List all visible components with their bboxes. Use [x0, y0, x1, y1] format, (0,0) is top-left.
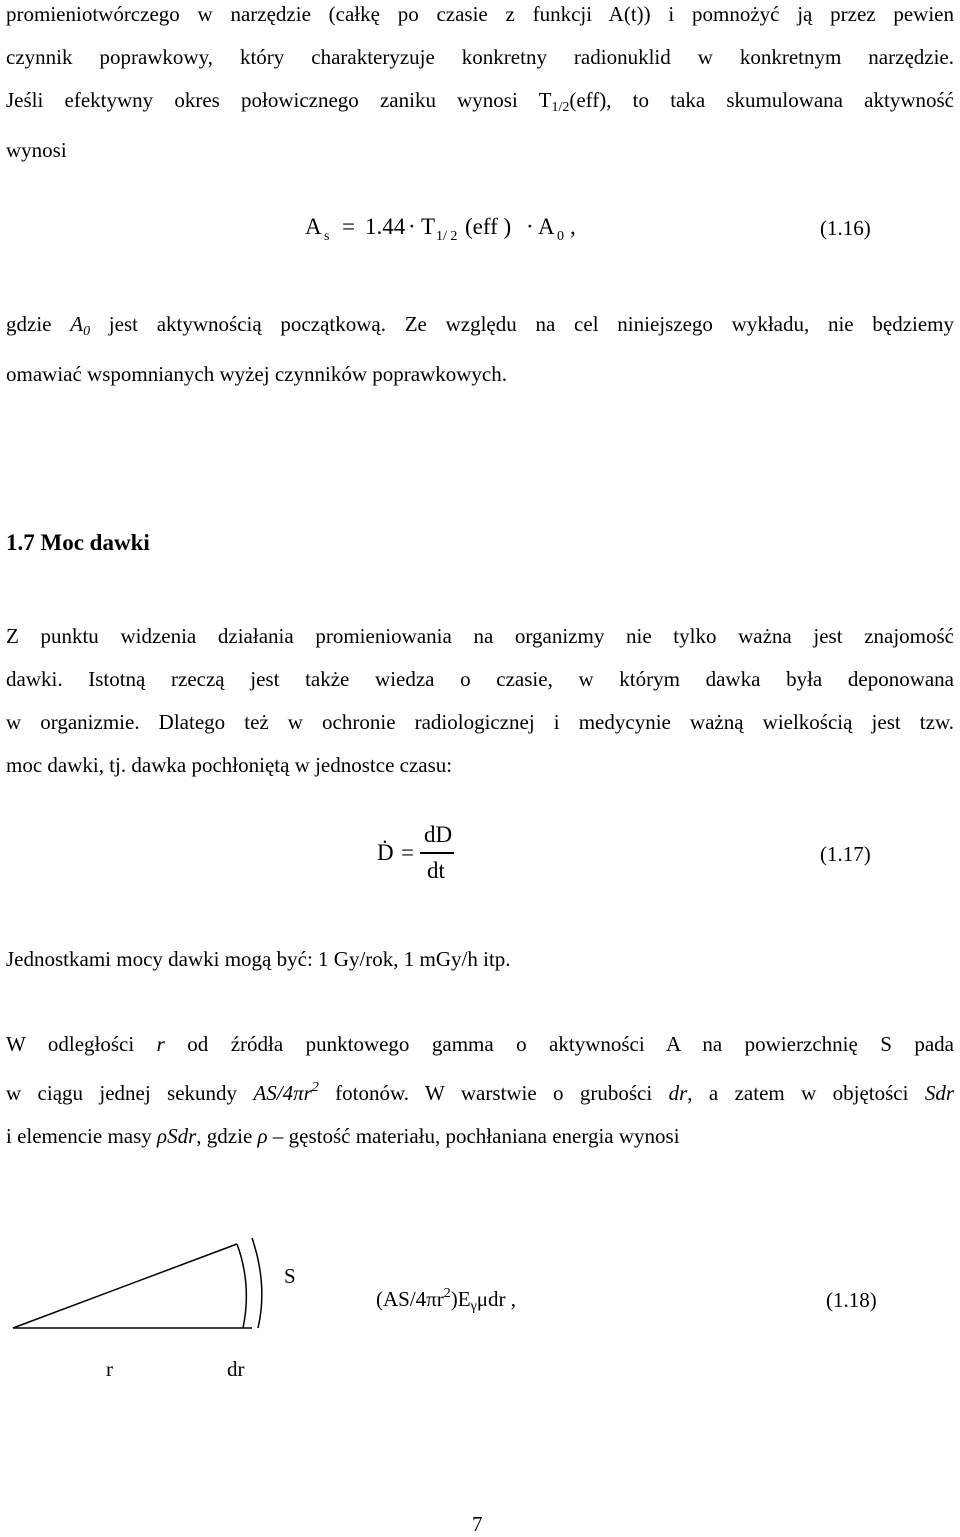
subscript: 0: [83, 324, 91, 339]
eq-equals: =: [401, 840, 414, 865]
text-line: wynosi: [6, 138, 67, 162]
equation-1-18: [376, 1286, 516, 1315]
text-span: W odległości: [6, 1032, 157, 1056]
section-heading: 1.7 Moc dawki: [6, 530, 150, 555]
eq-symbol: A: [538, 214, 555, 239]
text-line: [6, 1115, 954, 1158]
text-span: gdzie: [6, 312, 71, 336]
equation-number: (1.16): [820, 216, 871, 240]
figure-label-s: S: [284, 1264, 296, 1288]
text-span: od źródła punktowego gamma o aktywności A na powierzchnię S pada: [164, 1032, 954, 1056]
eq-text: (AS/4πr: [376, 1287, 444, 1311]
text-line: [6, 1023, 954, 1066]
eq-numerator: dD: [424, 822, 453, 847]
outer-arc: [252, 1238, 262, 1328]
symbol: r: [156, 1032, 165, 1056]
text-span: – gęstość materiału, pochłaniana energia wynosi: [267, 1124, 680, 1148]
eq-text: )E: [450, 1287, 471, 1311]
formula: ρSdr: [157, 1124, 197, 1148]
eq-symbol: A: [305, 214, 322, 239]
paragraph-gamma: [6, 1023, 954, 1158]
page-number: 7: [472, 1512, 483, 1536]
text-span: , a zatem w objętości: [687, 1081, 925, 1105]
inner-arc: [237, 1244, 246, 1328]
equation-number: (1.18): [826, 1288, 877, 1312]
eq-denominator: dt: [427, 858, 445, 883]
text-span: w ciągu jednej sekundy: [6, 1081, 254, 1105]
symbol: ρ: [257, 1124, 268, 1148]
formula: AS/4πr: [253, 1081, 312, 1105]
symbol: A: [70, 312, 84, 336]
eq-text: μdr ,: [476, 1287, 517, 1311]
text-line: czynnik poprawkowy, który charakteryzuje konkretny radionuklid w konkretnym narzędzie.: [6, 45, 954, 69]
text-line: promieniotwórczego w narzędzie (całkę po czasie z funkcji A(t)) i pomnożyć ją przez pewien: [6, 2, 954, 26]
superscript: 2: [311, 1080, 319, 1095]
spherical-shell-diagram: [0, 1230, 280, 1330]
eq-coefficient: 1.44: [365, 214, 406, 239]
eq-equals: =: [342, 214, 355, 239]
paragraph-moc-dawki: [6, 615, 954, 787]
equation-number: (1.17): [820, 842, 871, 866]
text-span: i elemencie masy: [6, 1124, 158, 1148]
text-line: moc dawki, tj. dawka pochłoniętą w jednostce czasu:: [6, 753, 453, 777]
text-span: jest aktywnością początkową. Ze względu na cel niniejszego wykładu, nie będziemy: [90, 312, 955, 336]
symbol: Sdr: [924, 1081, 955, 1105]
eq-subscript: γ: [470, 1299, 477, 1314]
eq-dot: ·: [526, 214, 534, 239]
text-span: , gdzie: [196, 1124, 258, 1148]
units-line: Jednostkami mocy dawki mogą być: 1 Gy/rok, 1 mGy/h itp.: [6, 947, 511, 971]
text-line: [6, 1066, 954, 1115]
eq-dot: ·: [408, 214, 416, 239]
eq-symbol: T: [421, 214, 436, 239]
ray-line: [13, 1244, 237, 1328]
text-line: dawki. Istotną rzeczą jest także wiedza o czasie, w którym dawka była deponowana: [6, 667, 954, 691]
text-span: (eff), to taka skumulowana aktywność: [569, 88, 954, 112]
eq-argument: (eff ): [465, 214, 512, 239]
text-span: fotonów. W warstwie o grubości: [318, 1081, 669, 1105]
eq-comma: ,: [570, 214, 576, 239]
figure-label-r: r: [106, 1357, 113, 1381]
figure-label-dr: dr: [227, 1357, 245, 1381]
fraction-bar: [420, 852, 454, 854]
eq-lhs: Ḋ: [377, 840, 394, 865]
text-span: Jeśli efektywny okres połowicznego zaniku wynosi T: [6, 88, 552, 112]
eq-superscript: 2: [443, 1286, 451, 1301]
eq-subscript: s: [324, 229, 330, 244]
symbol: dr: [668, 1081, 688, 1105]
subscript: 1/2: [551, 100, 570, 115]
eq-subscript: 0: [557, 229, 564, 244]
text-line: [6, 79, 954, 129]
text-line: w organizmie. Dlatego też w ochronie radiologicznej i medycynie ważną wielkością jest tzw.: [6, 710, 954, 734]
text-line: [6, 303, 954, 353]
paragraph-gdzie: [6, 303, 954, 396]
eq-subscript: 1/ 2: [436, 229, 458, 244]
paragraph-top: [6, 0, 954, 172]
text-line: omawiać wspomnianych wyżej czynników poprawkowych.: [6, 362, 507, 386]
text-line: Z punktu widzenia działania promieniowania na organizmy nie tylko ważna jest znajomość: [6, 624, 954, 648]
